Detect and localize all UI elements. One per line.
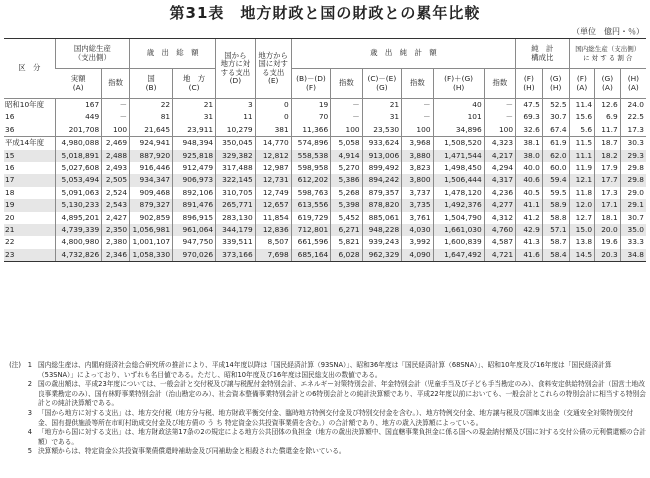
cell-e: 8,507 [255, 236, 291, 248]
table-row [4, 111, 646, 123]
cell-f: 661,596 [291, 236, 331, 248]
cell-ga: 17.9 [595, 162, 621, 174]
cell-d: 322,145 [216, 174, 256, 186]
cell-f: 612,202 [291, 174, 331, 186]
row-label: 昭和10年度 [5, 100, 44, 109]
cell-gi: 3,992 [402, 236, 433, 248]
table-row [4, 236, 646, 248]
footnote-number: 5 [27, 447, 32, 456]
cell-fi: － [331, 99, 362, 112]
cell-a: 5,130,233 [55, 199, 102, 211]
cell-a: 5,018,891 [55, 150, 102, 162]
cell-ga: 12.6 [595, 99, 621, 112]
table-body [4, 99, 646, 262]
cell-c: 23,911 [173, 124, 216, 137]
cell-h: 1,478,120 [433, 187, 484, 199]
cell-hi: 4,312 [484, 212, 515, 224]
table-row [4, 137, 646, 150]
header-gdp-index: 指数 [102, 69, 130, 99]
cell-g: 939,243 [362, 236, 402, 248]
cell-fi: － [331, 111, 362, 123]
cell-h: 1,508,520 [433, 137, 484, 150]
cell-ai: 2,350 [102, 224, 130, 236]
header-ratio-f: (F) (A) [569, 69, 595, 99]
cell-fa: 5.6 [569, 124, 595, 137]
table-row [4, 249, 646, 262]
cell-b: 1,058,330 [130, 249, 173, 262]
cell-h: 1,498,450 [433, 162, 484, 174]
cell-ai: 2,380 [102, 236, 130, 248]
cell-fa: 11.1 [569, 150, 595, 162]
cell-ai: 2,469 [102, 137, 130, 150]
cell-gi: 3,737 [402, 187, 433, 199]
fiscal-comparison-table [4, 38, 646, 262]
row-label: 平成14年度 [5, 138, 44, 148]
cell-fi: 5,268 [331, 187, 362, 199]
cell-a: 4,739,339 [55, 224, 102, 236]
cell-fi: 100 [331, 124, 362, 137]
cell-a: 4,800,980 [55, 236, 102, 248]
cell-f: 11,366 [291, 124, 331, 137]
header-transfer-n2l: 国から 地方に対 する支出 (D) [216, 39, 256, 99]
cell-c: 948,394 [173, 137, 216, 150]
header-transfer-l2n: 地方から 国に対す る支出 (E) [255, 39, 291, 99]
footnote-text: 「地方から国に対する支出」は、地方財政法第17条の2の規定による地方公共団体の負担金（地方の歳出決算額中、国直轄事業負担金に係る国への現金納付額及び国に対する交付公債の元利償還額の合計額）である。 [38, 428, 646, 446]
table-row [4, 212, 646, 224]
cell-fh: 41.2 [516, 212, 543, 224]
cell-h: 1,506,444 [433, 174, 484, 186]
cell-b: 21,645 [130, 124, 173, 137]
header-comp-f: (F) (H) [516, 69, 543, 99]
cell-g: 23,530 [362, 124, 402, 137]
cell-b: 916,446 [130, 162, 173, 174]
cell-e: 12,812 [255, 150, 291, 162]
header-net-national: (B)－(D) (F) [291, 69, 331, 99]
cell-e: 11,854 [255, 212, 291, 224]
cell-ha: 17.3 [620, 124, 646, 137]
cell-ha: 29.8 [620, 174, 646, 186]
cell-ga: 17.3 [595, 187, 621, 199]
cell-b: 81 [130, 111, 173, 123]
cell-gi: 3,823 [402, 162, 433, 174]
row-label: 15 [4, 150, 55, 162]
cell-b: 902,859 [130, 212, 173, 224]
cell-ga: 17.7 [595, 174, 621, 186]
cell-g: 879,357 [362, 187, 402, 199]
cell-ai: 2,488 [102, 150, 130, 162]
cell-gi: 3,880 [402, 150, 433, 162]
row-label: 19 [4, 199, 55, 211]
cell-fi: 5,386 [331, 174, 362, 186]
cell-hi: 4,236 [484, 187, 515, 199]
cell-a: 4,980,088 [55, 137, 102, 150]
cell-hi: 4,317 [484, 174, 515, 186]
row-label: 16 [5, 163, 15, 173]
cell-hi: － [484, 111, 515, 123]
cell-d: 310,705 [216, 187, 256, 199]
cell-gh: 30.7 [542, 111, 569, 123]
cell-d: 11 [216, 111, 256, 123]
cell-e: 0 [255, 99, 291, 112]
cell-h: 1,471,544 [433, 150, 484, 162]
cell-fa: 12.1 [569, 174, 595, 186]
footnote [4, 447, 646, 457]
cell-ha: 29.3 [620, 150, 646, 162]
cell-fa: 12.0 [569, 199, 595, 211]
table-row [4, 187, 646, 199]
header-net-national-index: 指数 [331, 69, 362, 99]
cell-c: 961,064 [173, 224, 216, 236]
cell-gh: 67.4 [542, 124, 569, 137]
footnote [4, 428, 646, 447]
cell-g: 885,061 [362, 212, 402, 224]
cell-a: 449 [55, 111, 102, 123]
cell-ha: 30.7 [620, 212, 646, 224]
cell-c: 947,750 [173, 236, 216, 248]
cell-ai: 2,346 [102, 249, 130, 262]
cell-fh: 38.1 [516, 137, 543, 150]
cell-gh: 58.8 [542, 212, 569, 224]
cell-a: 5,091,063 [55, 187, 102, 199]
table-row [4, 99, 646, 112]
cell-fa: 13.8 [569, 236, 595, 248]
cell-h: 1,647,492 [433, 249, 484, 262]
cell-fh: 38.0 [516, 150, 543, 162]
cell-ha: 29.1 [620, 199, 646, 211]
cell-gh: 62.0 [542, 150, 569, 162]
cell-h: 1,492,376 [433, 199, 484, 211]
cell-h: 1,661,030 [433, 224, 484, 236]
cell-gi: 3,761 [402, 212, 433, 224]
cell-fh: 42.9 [516, 224, 543, 236]
cell-f: 712,801 [291, 224, 331, 236]
cell-ha: 24.0 [620, 99, 646, 112]
cell-gh: 61.9 [542, 137, 569, 150]
cell-ha: 29.0 [620, 187, 646, 199]
cell-e: 12,836 [255, 224, 291, 236]
cell-ga: 19.6 [595, 236, 621, 248]
cell-f: 685,164 [291, 249, 331, 262]
cell-fh: 47.5 [516, 99, 543, 112]
header-gdp: 国内総生産 （支出側） [55, 39, 129, 69]
cell-f: 613,556 [291, 199, 331, 211]
cell-g: 899,492 [362, 162, 402, 174]
cell-fh: 41.6 [516, 249, 543, 262]
cell-e: 7,698 [255, 249, 291, 262]
unit-label: （単位 億円・％） [572, 27, 644, 36]
header-gdp-actual: 実額 (A) [55, 69, 102, 99]
cell-fh: 40.5 [516, 187, 543, 199]
cell-c: 970,026 [173, 249, 216, 262]
cell-d: 3 [216, 99, 256, 112]
cell-f: 19 [291, 99, 331, 112]
row-label: 22 [5, 237, 15, 247]
cell-h: 101 [433, 111, 484, 123]
cell-b: 909,468 [130, 187, 173, 199]
cell-f: 70 [291, 111, 331, 123]
cell-hi: 100 [484, 124, 515, 137]
cell-h: 34,896 [433, 124, 484, 137]
cell-d: 10,279 [216, 124, 256, 137]
footnotes [4, 361, 646, 457]
row-label: 23 [4, 249, 55, 262]
cell-fh: 69.3 [516, 111, 543, 123]
row-label: 21 [4, 224, 55, 236]
cell-ai: 2,543 [102, 199, 130, 211]
cell-h: 40 [433, 99, 484, 112]
cell-a: 5,053,494 [55, 174, 102, 186]
row-label: 16 [5, 112, 15, 122]
cell-fa: 14.5 [569, 249, 595, 262]
cell-a: 4,895,201 [55, 212, 102, 224]
cell-gi: － [402, 111, 433, 123]
cell-fh: 32.6 [516, 124, 543, 137]
cell-hi: 4,277 [484, 199, 515, 211]
cell-ai: 2,427 [102, 212, 130, 224]
header-net-total: (F)＋(G) (H) [433, 69, 484, 99]
cell-ha: 29.8 [620, 162, 646, 174]
cell-fa: 15.6 [569, 111, 595, 123]
cell-b: 1,001,107 [130, 236, 173, 248]
cell-gi: 3,735 [402, 199, 433, 211]
cell-c: 896,915 [173, 212, 216, 224]
cell-ga: 11.7 [595, 124, 621, 137]
cell-d: 344,179 [216, 224, 256, 236]
cell-e: 12,731 [255, 174, 291, 186]
cell-gh: 60.0 [542, 162, 569, 174]
footnote [4, 409, 646, 428]
cell-e: 12,749 [255, 187, 291, 199]
cell-hi: 4,217 [484, 150, 515, 162]
cell-ga: 18.2 [595, 150, 621, 162]
cell-fi: 6,028 [331, 249, 362, 262]
header-expend-national: 国 (B) [130, 69, 173, 99]
cell-d: 317,488 [216, 162, 256, 174]
cell-ga: 17.1 [595, 199, 621, 211]
cell-d: 283,130 [216, 212, 256, 224]
cell-fa: 11.4 [569, 99, 595, 112]
cell-gi: 3,968 [402, 137, 433, 150]
footnote-number: 2 [27, 380, 32, 389]
footnote-text: 国内総生産は、内閣府経済社会総合研究所の推計により、平成14年度以降は「国民経済計算（93SNA）」、昭和36年度は「国民経済計算（68SNA）」、昭和10年度及び16年度は「国民経済計算（53SNA）」によっており、いずれも名目値である。ただし、昭和10年度及び16年度は国民総支出の数値である。 [38, 361, 612, 379]
cell-gh: 59.4 [542, 174, 569, 186]
cell-hi: 4,587 [484, 236, 515, 248]
cell-ha: 22.5 [620, 111, 646, 123]
cell-d: 339,511 [216, 236, 256, 248]
header-net-local: (C)－(E) (G) [362, 69, 402, 99]
cell-g: 948,228 [362, 224, 402, 236]
header-gdp-ratio: 国内総生産（支出側） に 対 す る 割 合 [569, 39, 646, 69]
header-net-local-index: 指数 [402, 69, 433, 99]
cell-b: 1,056,981 [130, 224, 173, 236]
cell-ai: 100 [102, 124, 130, 137]
row-label: 20 [5, 212, 15, 222]
cell-f: 619,729 [291, 212, 331, 224]
cell-a: 4,732,826 [55, 249, 102, 262]
cell-c: 31 [173, 111, 216, 123]
footnote-text: 決算額からは、特定資金公共投資事業債償還時補助金及び同補助金と相殺された償還金を除いている。 [38, 447, 346, 456]
table-row [4, 150, 646, 162]
cell-ai: 2,505 [102, 174, 130, 186]
header-expend-total: 歳 出 総 額 [130, 39, 216, 69]
cell-ha: 33.3 [620, 236, 646, 248]
cell-ai: 2,493 [102, 162, 130, 174]
cell-ai: － [102, 99, 130, 112]
cell-fh: 41.3 [516, 236, 543, 248]
cell-f: 598,958 [291, 162, 331, 174]
cell-fh: 40.0 [516, 162, 543, 174]
cell-a: 5,027,608 [55, 162, 102, 174]
cell-fi: 5,058 [331, 137, 362, 150]
cell-g: 962,329 [362, 249, 402, 262]
header-ratio-h: (H) (A) [620, 69, 646, 99]
cell-gi: － [402, 99, 433, 112]
cell-g: 878,820 [362, 199, 402, 211]
footnote [4, 361, 646, 380]
cell-fa: 11.8 [569, 187, 595, 199]
header-expend-local: 地 方 (C) [173, 69, 216, 99]
cell-b: 924,941 [130, 137, 173, 150]
page-title: 第31表 地方財政と国の財政との累年比較 [169, 4, 481, 22]
cell-hi: 4,760 [484, 224, 515, 236]
cell-g: 894,242 [362, 174, 402, 186]
cell-b: 887,920 [130, 150, 173, 162]
cell-d: 265,771 [216, 199, 256, 211]
cell-fh: 41.1 [516, 199, 543, 211]
footnote-number: 3 [27, 408, 32, 417]
cell-e: 12,987 [255, 162, 291, 174]
cell-ai: － [102, 111, 130, 123]
cell-ai: 2,524 [102, 187, 130, 199]
cell-fi: 4,914 [331, 150, 362, 162]
cell-ga: 18.7 [595, 137, 621, 150]
footnote-number: (注) 1 [9, 361, 32, 369]
cell-g: 933,624 [362, 137, 402, 150]
cell-c: 891,476 [173, 199, 216, 211]
cell-a: 167 [55, 99, 102, 112]
cell-d: 373,166 [216, 249, 256, 262]
row-label: 17 [4, 174, 55, 186]
cell-fi: 5,270 [331, 162, 362, 174]
cell-gi: 100 [402, 124, 433, 137]
cell-gi: 3,800 [402, 174, 433, 186]
cell-b: 934,347 [130, 174, 173, 186]
cell-fa: 12.7 [569, 212, 595, 224]
cell-gi: 4,030 [402, 224, 433, 236]
cell-g: 21 [362, 99, 402, 112]
table-row [4, 174, 646, 186]
header-ratio-g: (G) (A) [595, 69, 621, 99]
cell-c: 21 [173, 99, 216, 112]
cell-a: 201,708 [55, 124, 102, 137]
header-net-total-index: 指数 [484, 69, 515, 99]
cell-e: 381 [255, 124, 291, 137]
header-net-expend: 歳 出 純 計 額 [291, 39, 515, 69]
cell-g: 31 [362, 111, 402, 123]
footnote [4, 380, 646, 409]
cell-f: 574,896 [291, 137, 331, 150]
footnote-text: 国の歳出額は、平成23年度については、一般会計と交付税及び譲与税配付金特別会計、エネルギー対策特別会計、年金特別会計（児童手当及び子ども手当勘定のみ）、食料安定供給特別会計（国営土地改良事業勘定のみ）、国有林野事業特別会計（治山勘定のみ）、社会資本整備事業特別会計との6特別会計との純計決算額であり、平成22年度以前においても、一般会計とこれらの特別会計に相当する特別会計との純計決算額である。 [38, 380, 646, 408]
table-row [4, 224, 646, 236]
cell-gh: 58.7 [542, 236, 569, 248]
cell-f: 598,763 [291, 187, 331, 199]
cell-c: 906,973 [173, 174, 216, 186]
table-row [4, 199, 646, 211]
cell-ga: 6.9 [595, 111, 621, 123]
footnote-text: 「国から地方に対する支出」は、地方交付税（地方分与税、地方財政平衡交付金、臨時地方特例交付金及び特別交付金を含む。）、地方特例交付金、地方譲与税及び国庫支出金（交通安全対策特別交付金、国有提供施設等所在市町村助成交付金及び地方債の う ち 特定資金公共投資事業債を含む。）の合計額であり、地方の歳入決算額によっている。 [38, 408, 634, 427]
cell-h: 1,504,790 [433, 212, 484, 224]
cell-d: 329,382 [216, 150, 256, 162]
header-kubun: 区 分 [4, 39, 55, 99]
cell-fa: 15.0 [569, 224, 595, 236]
cell-c: 912,479 [173, 162, 216, 174]
row-label: 36 [5, 124, 15, 134]
cell-hi: － [484, 99, 515, 112]
cell-ha: 30.3 [620, 137, 646, 150]
cell-ga: 20.3 [595, 249, 621, 262]
cell-fa: 11.5 [569, 137, 595, 150]
table-row [4, 124, 646, 137]
cell-g: 913,006 [362, 150, 402, 162]
header-composition: 純 計 構成比 [516, 39, 569, 69]
cell-hi: 4,294 [484, 162, 515, 174]
cell-ga: 18.1 [595, 212, 621, 224]
cell-gh: 59.5 [542, 187, 569, 199]
cell-e: 12,657 [255, 199, 291, 211]
cell-b: 22 [130, 99, 173, 112]
cell-gh: 52.5 [542, 99, 569, 112]
cell-hi: 4,323 [484, 137, 515, 150]
cell-ga: 20.0 [595, 224, 621, 236]
cell-e: 14,770 [255, 137, 291, 150]
cell-hi: 4,721 [484, 249, 515, 262]
cell-fi: 5,821 [331, 236, 362, 248]
cell-fa: 11.9 [569, 162, 595, 174]
cell-ha: 34.8 [620, 249, 646, 262]
row-label: 18 [5, 187, 15, 197]
cell-e: 0 [255, 111, 291, 123]
cell-d: 350,045 [216, 137, 256, 150]
cell-fi: 5,398 [331, 199, 362, 211]
cell-fh: 40.6 [516, 174, 543, 186]
table-row [4, 162, 646, 174]
cell-gh: 58.9 [542, 199, 569, 211]
cell-fi: 5,452 [331, 212, 362, 224]
cell-gi: 4,090 [402, 249, 433, 262]
cell-c: 925,818 [173, 150, 216, 162]
cell-f: 558,538 [291, 150, 331, 162]
cell-gh: 58.4 [542, 249, 569, 262]
cell-h: 1,600,839 [433, 236, 484, 248]
cell-b: 879,327 [130, 199, 173, 211]
header-comp-g: (G) (H) [542, 69, 569, 99]
footnote-number: 4 [27, 428, 32, 437]
cell-c: 892,106 [173, 187, 216, 199]
cell-fi: 6,271 [331, 224, 362, 236]
cell-gh: 57.1 [542, 224, 569, 236]
cell-ha: 35.0 [620, 224, 646, 236]
